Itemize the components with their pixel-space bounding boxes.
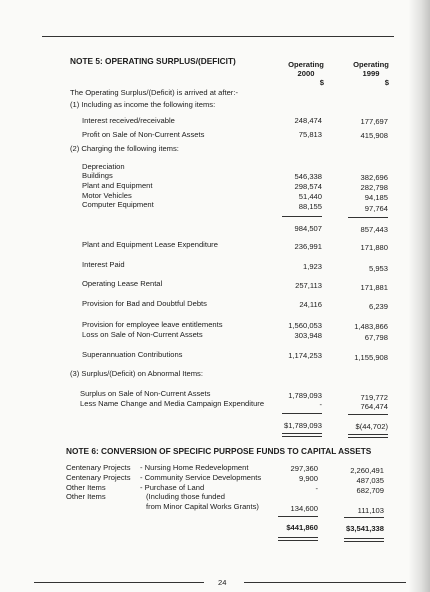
less-name-change-2000: -	[319, 400, 322, 409]
computer-equipment-1999: 97,764	[364, 204, 388, 213]
interest-received-1999: 177,697	[360, 117, 388, 126]
buildings-label: Buildings	[82, 171, 113, 180]
note6-row3-2000: -	[315, 484, 318, 493]
note6-row4-item: (Including those funded	[146, 492, 225, 501]
profit-sale-1999: 415,908	[360, 131, 388, 140]
section1-heading: (1) Including as income the following items:	[70, 100, 216, 109]
lease-expenditure-1999: 171,880	[360, 243, 388, 252]
plant-equipment-2000: 298,574	[294, 182, 322, 191]
buildings-1999: 382,696	[360, 173, 388, 182]
note5-total-double-rule-2000	[282, 433, 322, 437]
note5-title: NOTE 5: OPERATING SURPLUS/(DEFICIT)	[70, 56, 236, 66]
page-number: 24	[218, 578, 227, 587]
footer-rule-right	[244, 582, 406, 583]
note6-total-double-rule-2000	[278, 537, 318, 541]
note6-row2-category: Centenary Projects	[66, 473, 131, 482]
leave-provision-label: Provision for employee leave entitlements	[82, 320, 223, 329]
lease-expenditure-label: Plant and Equipment Lease Expenditure	[82, 240, 218, 249]
footer-rule-left	[34, 582, 204, 583]
surplus-sale-label: Surplus on Sale of Non-Current Assets	[80, 389, 211, 398]
loss-sale-label: Loss on Sale of Non-Current Assets	[82, 330, 203, 339]
section2-heading: (2) Charging the following items:	[70, 144, 179, 153]
plant-equipment-1999: 282,798	[360, 183, 388, 192]
motor-vehicles-label: Motor Vehicles	[82, 191, 132, 200]
section3-heading: (3) Surplus/(Deficit) on Abnormal Items:	[70, 369, 203, 378]
operating-lease-1999: 171,881	[360, 283, 388, 292]
note6-row5-1999: 111,103	[357, 506, 384, 515]
operating-lease-2000: 257,113	[295, 281, 322, 290]
plant-equipment-label: Plant and Equipment	[82, 181, 153, 190]
less-name-change-label: Less Name Change and Media Campaign Expenditure	[80, 399, 265, 408]
interest-received-2000: 248,474	[294, 116, 322, 125]
note6-row1-1999: 2,260,491	[350, 466, 384, 475]
surplus-sale-2000: 1,789,093	[288, 391, 322, 400]
note6-total-1999: $3,541,338	[345, 524, 384, 533]
note6-row3-category: Other Items	[66, 483, 106, 492]
interest-paid-label: Interest Paid	[82, 260, 125, 269]
note5-total-rule-1999	[348, 414, 388, 415]
depreciation-subtotal-rule-2000	[282, 216, 322, 217]
depreciation-total-2000: 984,507	[294, 224, 322, 233]
note6-title: NOTE 6: CONVERSION OF SPECIFIC PURPOSE FUNDS TO CAPITAL ASSETS	[66, 446, 372, 456]
col-header-2000-line2: 2000	[297, 69, 315, 78]
bad-debts-2000: 24,116	[299, 300, 322, 309]
less-name-change-1999: 764,474	[360, 402, 388, 411]
loss-sale-2000: 303,948	[294, 331, 322, 340]
top-rule	[42, 36, 394, 37]
note6-row2-2000: 9,900	[298, 474, 318, 483]
interest-paid-1999: 5,953	[368, 264, 388, 273]
leave-provision-2000: 1,560,053	[288, 321, 322, 330]
superannuation-1999: 1,155,908	[354, 353, 388, 362]
bad-debts-1999: 6,239	[368, 302, 388, 311]
note6-total-double-rule-1999	[344, 538, 384, 542]
operating-lease-label: Operating Lease Rental	[82, 279, 163, 288]
note6-row1-category: Centenary Projects	[66, 463, 131, 472]
superannuation-2000: 1,174,253	[288, 351, 322, 360]
col-header-1999-unit: $	[384, 78, 389, 87]
computer-equipment-label: Computer Equipment	[82, 200, 154, 209]
col-header-2000-unit: $	[319, 78, 324, 87]
note5-total-2000: $1,789,093	[283, 421, 322, 430]
interest-paid-2000: 1,923	[302, 262, 322, 271]
motor-vehicles-1999: 94,185	[364, 193, 388, 202]
surplus-sale-1999: 719,772	[360, 393, 388, 402]
buildings-2000: 546,338	[294, 172, 322, 181]
note6-row1-item: - Nursing Home Redevelopment	[140, 463, 249, 472]
note6-row2-item: - Community Service Developments	[140, 473, 262, 482]
note5-total-rule-2000	[282, 413, 322, 414]
depreciation-total-1999: 857,443	[360, 225, 388, 234]
depreciation-label: Depreciation	[82, 162, 125, 171]
note6-row4-category: Other Items	[66, 492, 106, 501]
col-header-1999-line1: Operating	[353, 60, 389, 69]
leave-provision-1999: 1,483,866	[354, 322, 388, 331]
profit-sale-label: Profit on Sale of Non-Current Assets	[82, 130, 205, 139]
note6-row3-item: - Purchase of Land	[140, 483, 205, 492]
note6-row2-1999: 487,035	[356, 476, 384, 485]
note5-intro: The Operating Surplus/(Deficit) is arrived at after:-	[70, 88, 238, 97]
note6-row5-item: from Minor Capital Works Grants)	[146, 502, 259, 511]
note6-row3-1999: 682,709	[356, 486, 384, 495]
note5-total-double-rule-1999	[348, 434, 388, 438]
note5-total-1999: $(44,702)	[355, 422, 388, 431]
note6-total-2000: $441,860	[286, 523, 318, 532]
note6-total-rule-1999	[344, 517, 384, 518]
computer-equipment-2000: 88,155	[298, 202, 322, 211]
loss-sale-1999: 67,798	[364, 333, 388, 342]
note6-row5-2000: 134,600	[290, 504, 318, 513]
col-header-1999-line2: 1999	[362, 69, 380, 78]
motor-vehicles-2000: 51,440	[298, 192, 322, 201]
depreciation-subtotal-rule-1999	[348, 217, 388, 218]
profit-sale-2000: 75,813	[298, 130, 322, 139]
col-header-2000-line1: Operating	[288, 60, 324, 69]
bad-debts-label: Provision for Bad and Doubtful Debts	[82, 299, 207, 308]
note6-total-rule-2000	[278, 516, 318, 517]
note6-row1-2000: 297,360	[290, 464, 318, 473]
superannuation-label: Superannuation Contributions	[82, 350, 183, 359]
lease-expenditure-2000: 236,991	[294, 242, 322, 251]
page-edge-shadow	[408, 0, 430, 592]
interest-received-label: Interest received/receivable	[82, 116, 175, 125]
